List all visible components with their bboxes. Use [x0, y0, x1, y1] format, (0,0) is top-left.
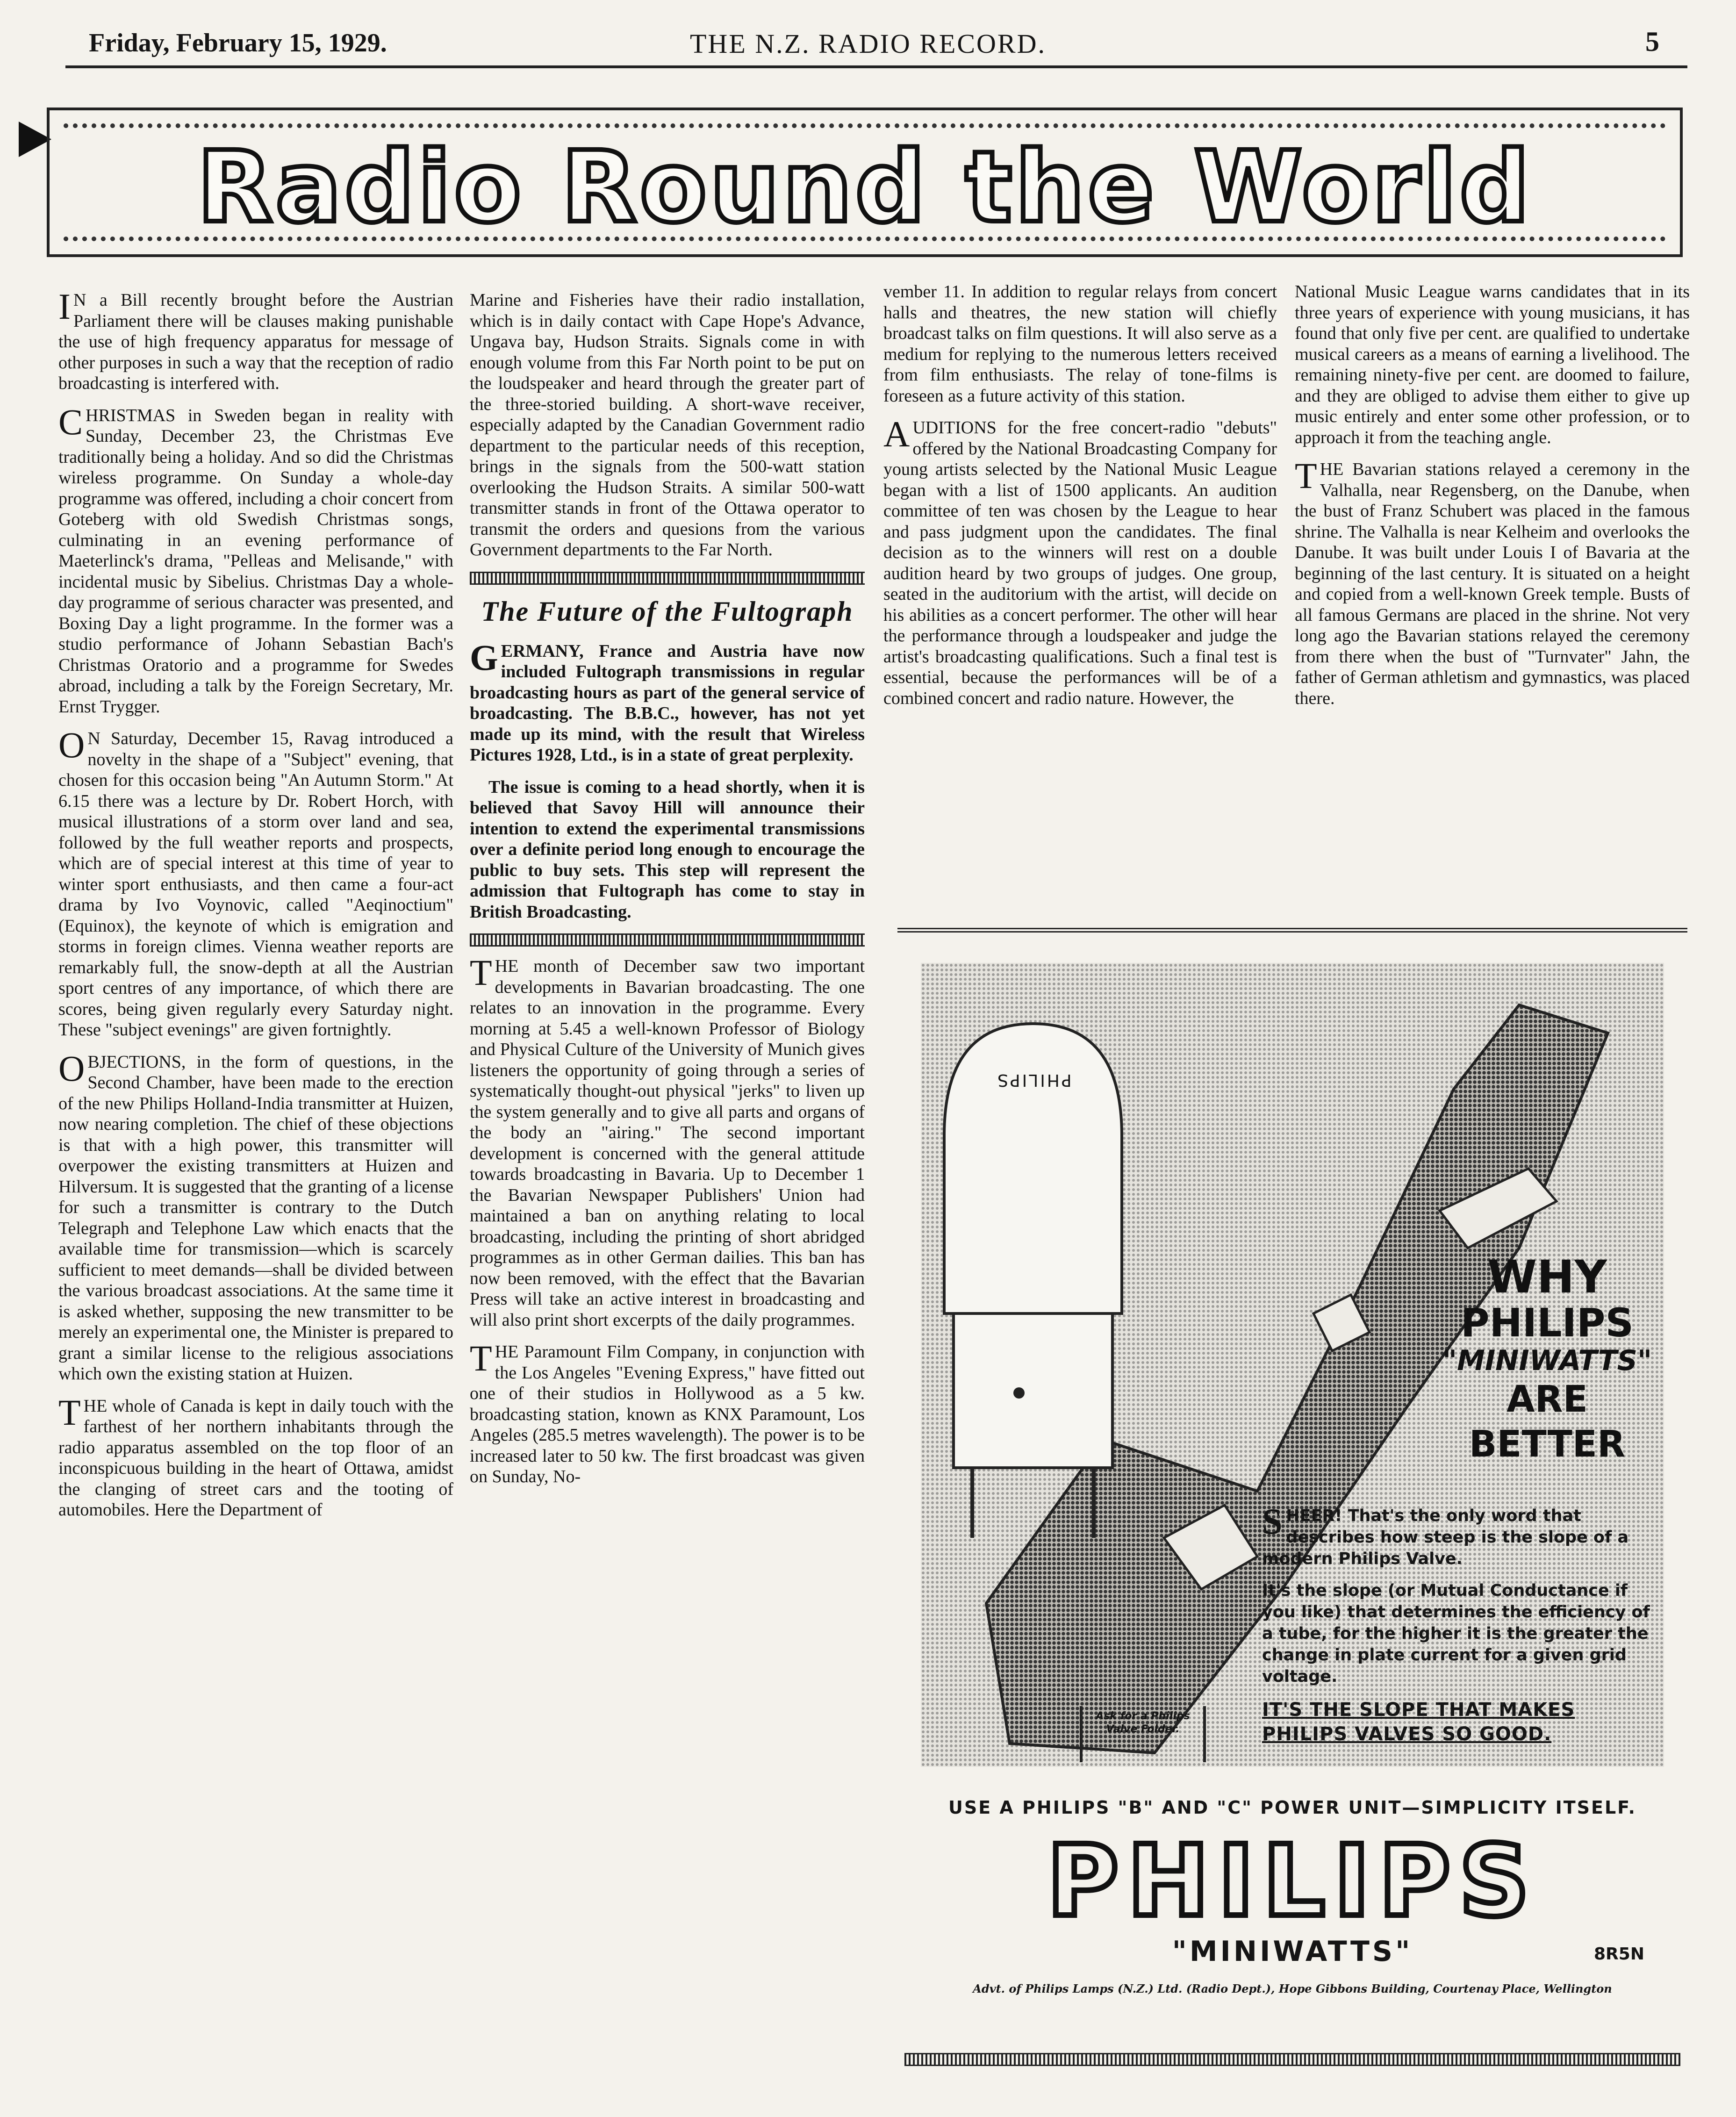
drop-cap: T [470, 952, 492, 993]
drop-cap: I [58, 286, 71, 327]
philips-logo-wordmark: PHILIPS [1047, 1824, 1538, 1938]
drop-cap: T [470, 1338, 492, 1378]
ad-copy-paragraph-1: SHEER! That's the only word that describes how steep is the slope of a modern Philips Valve. [1262, 1501, 1629, 1568]
ravag-subject-evening-paragraph: O N Saturday, December 15, Ravag introduced a novelty in the shape of a "Subject" evening, that chosen for this occasion being "An Autumn Storm." At 6.15 there was a lecture by Dr. Robert Horch, with musical illustrations of a storm over land and sea, followed by the full weather reports and prospects, which are of special interest at this time of year to winter sport enthusiasts, and then came a four-act drama by Ivo Voynovic, called "Aeqinoctium" (Equinox), the keynote of which is emigration and storms in foreign climes. Vienna weather reports are remarkably full, the snow-depth at all the Austrian sport centres of any importance, of which there are scores, being given regularly every Saturday night. These "subject evenings" are given fortnightly. [58, 725, 453, 1040]
valve-glass-icon [944, 1024, 1122, 1313]
article-column-2 [470, 290, 865, 1499]
philips-advertisement [902, 949, 1683, 2057]
power-unit-tagline: USE A PHILIPS "B" AND "C" POWER UNIT—SIMPLICITY ITSELF. [948, 1797, 1636, 1818]
publication-title: THE N.Z. RADIO RECORD. [690, 29, 1046, 59]
advertisement-bottom-rule [904, 2053, 1680, 2066]
article-column-4 [1295, 281, 1690, 720]
paramount-station-paragraph: THE Paramount Film Company, in conjunction with the Los Angeles "Evening Express," have fitted out one of their studios in Hollywood as a 5 kw. broadcasting station, known as KNX Paramount, Los Angeles (285.5 metres wavelength). The power is to be increased later to 50 kw. The first broadcast was given on Sunday, No- [470, 1338, 865, 1486]
canada-radio-continued: Marine and Fisheries have their radio installation, which is in daily contact with Cape Hope's Advance, Ungava bay, Hudson Straits. Signals come in with enough volume from this Far North point to be put on the loudspeaker and heard through the greater part of the three-storied building. A short-wave receiver, especially adapted by the Canadian Government radio department to the particular needs of this reception, brings in the signals from the 500-watt station overlooking the Hudson Straits. A similar 500-watt transmitter stands in front of the Ottawa operator to transmit the orders and quesions from the various Government departments to the Far North. [470, 290, 865, 560]
page-number: 5 [1645, 26, 1659, 57]
drop-cap: T [58, 1392, 81, 1433]
drop-cap: C [58, 401, 83, 442]
drop-cap: A [883, 414, 910, 454]
section-banner [47, 108, 1683, 257]
drop-cap: O [58, 725, 85, 765]
fultograph-paragraph-2: The issue is coming to a head shortly, when it is believed that Savoy Hill will announce their intention to extend the experimental transmissions over a definite period long enough to encourage the public to buy sets. This step will represent the admission that Fultograph has come to stay in British Broadcasting. [470, 777, 865, 922]
valve-folder-note: Ask for a Philips Valve Folder. [1080, 1706, 1206, 1762]
headline-why: WHY [1487, 1251, 1607, 1303]
auditions-paragraph: AUDITIONS for the free concert-radio "debuts" offered by the National Broadcasting Company for young artists selected by the National Music League began with a list of 1500 applicants. An audition committee of ten was chosen by the League to hear and pass judgment upon the candidates. The final decision as to the winners will rest on a double audition heard by two groups of judges. One group, seated in the auditorium with the artist, will decide on his abilities as a concert performer. The other will hear the performance through a loudspeaker and judge the artist's broadcasting qualifications. Such a final test is essential, because the performances will be of a combined concert and radio nature. However, the [883, 414, 1277, 708]
valve-brand-label: PHILIPS [996, 1070, 1072, 1090]
drop-cap: S [1262, 1501, 1283, 1542]
canada-radio-paragraph: THE whole of Canada is kept in daily touch with the farthest of her northern inhabitants through the radio apparatus assembled on the top floor of an inconspicuous building in the heart of Ottawa, amidst the clanging of street cars and the tooting of automobiles. Here the Department of [58, 1392, 453, 1520]
valve-base-icon [954, 1313, 1112, 1468]
header-rule [65, 65, 1687, 68]
valhalla-paragraph: THE Bavarian stations relayed a ceremony in the Valhalla, near Regensberg, on the Danube, when the bust of Franz Schubert was placed in the famous shrine. The Valhalla is near Kelheim and overlooks the Danube. It was built under Louis I of Bavaria at the beginning of the last century. It is situated on a height and copied from a well-known Greek temple. Busts of all famous Germans are placed in the shrine. Not very long ago the Bavarian stations relayed the ceremony from there when the bust of "Turnvater" Jahn, the father of German athletism and gymnastics, was placed there. [1295, 455, 1690, 708]
fultograph-paragraph-1: GERMANY, France and Austria have now included Fultograph transmissions in regular broadcasting hours as part of the general service of broadcasting. The B.B.C., however, has not yet made up its mind, with the result that Wireless Pictures 1928, Ltd., is in a state of great perplexity. [470, 637, 865, 765]
drop-cap: O [58, 1048, 85, 1089]
advertisement-copy [1262, 1501, 1650, 1746]
ad-slogan: IT'S THE SLOPE THAT MAKES PHILIPS VALVES SO GOOD. [1262, 1699, 1575, 1745]
advertisement-top-rule [897, 928, 1687, 933]
valve-pin-icon [1013, 1387, 1025, 1399]
headline-philips: PHILIPS [1461, 1300, 1634, 1346]
bavaria-developments-paragraph: THE month of December saw two important developments in Bavarian broadcasting. The one relates to an innovation in the programme. Every morning at 5.45 a well-known Professor of Biology and Physical Culture of the University of Munich gives listeners the opportunity of going through a series of systematically thought-out physical "jerks" to liven up the system generally and to give all parts and organs of the body an "airing." The second important development is concerned with the general attitude towards broadcasting in Bavaria. Up to December 1 the Bavarian Newspaper Publishers' Union had maintained a ban on anything relating to local broadcasting, including the printing of short abridged programmes as in other German dailies. This ban has now been removed, with the effect that the Bavarian Press will take an active interest in broadcasting and will also print short excerpts of the daily programmes. [470, 952, 865, 1330]
ad-copy-paragraph-2: It's the slope (or Mutual Conductance if you like) that determines the efficiency of a tube, for the higher it is the greater the change in plate current for a given grid voltage. [1262, 1581, 1650, 1686]
huizen-objections-paragraph: OBJECTIONS, in the form of questions, in the Second Chamber, have been made to the erection of the new Philips Holland-India transmitter at Huizen, now nearing completion. The chief of these objections is that with a high power, this transmitter will overpower the existing transmitters at Huizen and Hilversum. It is suggested that the granting of a license for such a transmitter is contrary to the Dutch Telegraph and Telephone Law which enacts that the available time for transmission—which is scarcely sufficient to meet demands—shall be divided between the various broadcast associations. At the same time it is asked whether, supposing the new transmitter to be merely an experimental one, the Minister is prepared to grant a similar license to the religious associations which own the existing station at Huizen. [58, 1048, 453, 1384]
article-column-1 [58, 286, 453, 1532]
fultograph-headline: The Future of the Fultograph [481, 596, 854, 627]
why-philips-headline [1426, 1253, 1669, 1467]
article-column-3 [883, 281, 1277, 720]
section-title: Radio Round the World [197, 130, 1533, 244]
sweden-christmas-paragraph: CHRISTMAS in Sweden began in reality with Sunday, December 23, the Christmas Eve traditionally being a holiday. And so did the Christmas wireless programme. On Sunday a whole-day programme was offered, including a choir concert from Goteberg with old Swedish Christmas songs, culminating in an evening performance of Maeterlinck's drama, "Pelleas and Melisande," with incidental music by Sibelius. Christmas Day a whole-day programme of serious character was presented, and Boxing Day a light programme. In the former was a studio performance of Johann Sebastian Bach's Christmas Oratorio and a programme for Swedes abroad, including a talk by the Foreign Secretary, Mr. Ernst Trygger. [58, 401, 453, 717]
ad-reference-code: 8R5N [1594, 1945, 1644, 1964]
headline-miniwatts: "MINIWATTS" [1442, 1344, 1652, 1377]
drop-cap: T [1295, 455, 1317, 496]
section-divider [470, 933, 865, 947]
headline-are-better: ARE BETTER [1469, 1378, 1626, 1465]
advertiser-address: Advt. of Philips Lamps (N.Z.) Ltd. (Radio Dept.), Hope Gibbons Building, Courtenay Place, Wellington [973, 1982, 1612, 1995]
music-league-continued: National Music League warns candidates that in its three years of experience with young musicians, it has found that only five per cent. are qualified to undertake musical careers as a means of earning a livelihood. The remaining ninety-five per cent. are doomed to failure, and they are obliged to advise them either to give up music entirely and enter some other profession, or to approach it from the teaching angle. [1295, 282, 1690, 447]
section-divider [470, 572, 865, 585]
issue-date: Friday, February 15, 1929. [89, 29, 387, 57]
austria-bill-paragraph: I N a Bill recently brought before the Austrian Parliament there will be clauses making punishable the use of high frequency apparatus for message of other purposes in such a way that the reception of radio broadcasting is interfered with. [58, 286, 453, 393]
miniwatts-subtitle: "MINIWATTS" [1172, 1935, 1413, 1968]
drop-cap: G [470, 637, 498, 678]
paramount-station-continued: vember 11. In addition to regular relays from concert halls and theatres, the new station will chiefly broadcast talks on film questions. It will also serve as a medium for replying to the numerous letters received from film enthusiasts. The relay of tone-films is foreseen as a future activity of this station. [883, 282, 1277, 406]
